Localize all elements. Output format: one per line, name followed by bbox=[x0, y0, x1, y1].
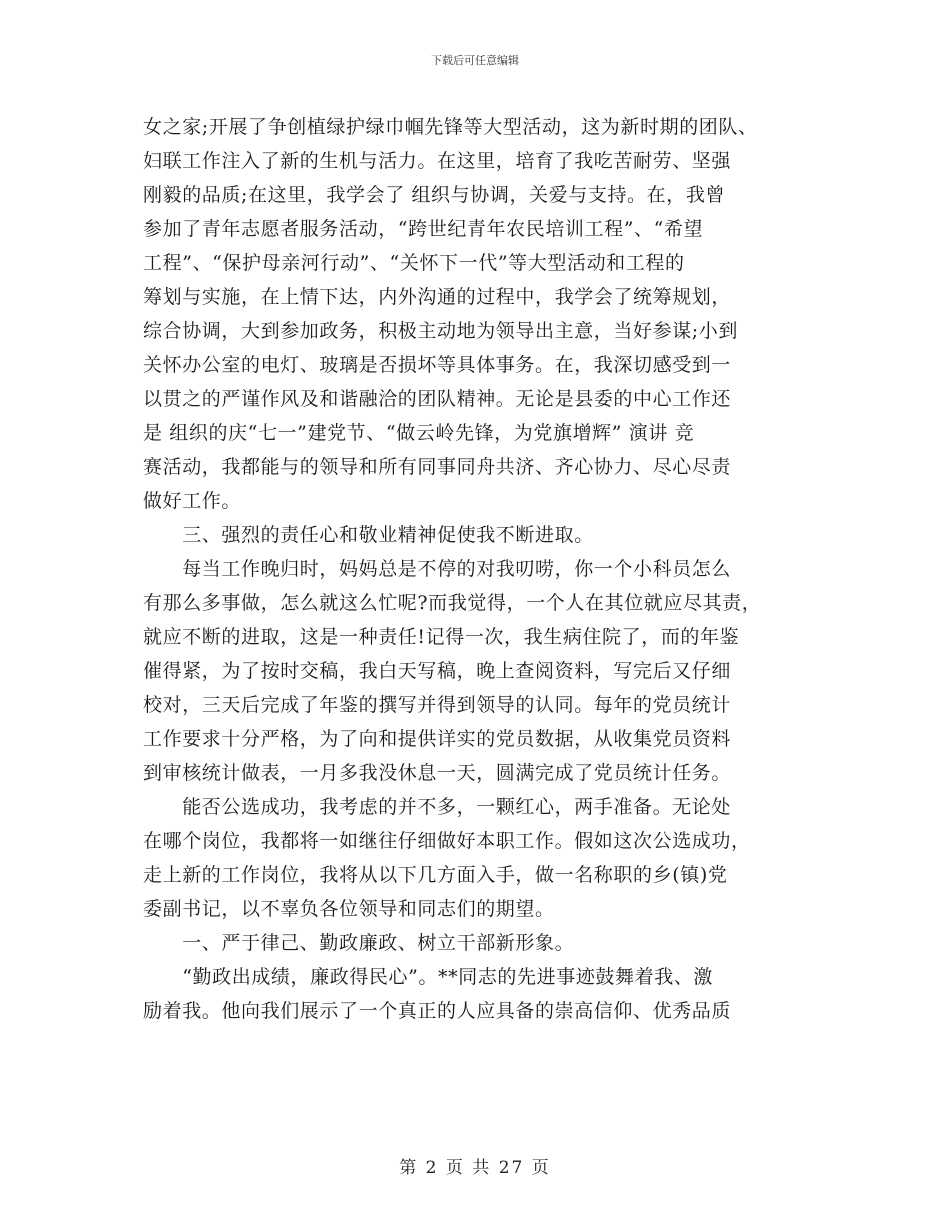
body-line: 委副书记，以不辜负各位领导和同志们的期望。 bbox=[143, 898, 555, 920]
body-line: 参加了青年志愿者服务活动，“跨世纪青年农民培训工程”、“希望 bbox=[143, 218, 704, 240]
footer-middle: 页 共 bbox=[445, 1158, 492, 1178]
body-line: 综合协调，大到参加政务，积极主动地为领导出主意，当好参谋;小到 bbox=[143, 320, 739, 342]
body-line: 校对，三天后完成了年鉴的撰写并得到领导的认同。每年的党员统计 bbox=[143, 694, 732, 716]
current-page-number: 2 bbox=[425, 1158, 439, 1178]
total-pages-number: 27 bbox=[498, 1158, 525, 1178]
body-line: 工作要求十分严格，为了向和提供详实的党员数据，从收集党员资料 bbox=[143, 728, 732, 750]
body-line: 到审核统计做表，一月多我没休息一天，圆满完成了党员统计任务。 bbox=[143, 762, 732, 784]
page-header: 下载后可任意编辑 bbox=[431, 54, 519, 67]
body-line: 就应不断的进取，这是一种责任!记得一次，我生病住院了，而的年鉴 bbox=[143, 626, 740, 648]
body-line: 做好工作。 bbox=[143, 490, 242, 512]
footer-suffix: 页 bbox=[531, 1158, 551, 1178]
body-line: 有那么多事做，怎么就这么忙呢?而我觉得，一个人在其位就应尽其责， bbox=[143, 592, 762, 614]
section-heading: 三、强烈的责任心和敬业精神促使我不断进取。 bbox=[143, 524, 594, 546]
body-line: 女之家;开展了争创植绿护绿巾帼先锋等大型活动，这为新时期的团队、 bbox=[143, 116, 758, 138]
body-line: 以贯之的严谨作风及和谐融洽的团队精神。无论是县委的中心工作还 bbox=[143, 388, 732, 410]
document-body bbox=[143, 110, 813, 1028]
body-line: 催得紧，为了按时交稿，我白天写稿，晚上查阅资料，写完后又仔细 bbox=[143, 660, 732, 682]
body-line: 每当工作晚归时，妈妈总是不停的对我叨唠，你一个小科员怎么 bbox=[143, 558, 732, 580]
body-line: 刚毅的品质;在这里，我学会了 组织与协调，关爱与支持。在，我曾 bbox=[143, 184, 726, 206]
section-heading: 一、严于律己、勤政廉政、树立干部新形象。 bbox=[143, 932, 575, 954]
body-line: 励着我。他向我们展示了一个真正的人应具备的崇高信仰、优秀品质 bbox=[143, 1000, 732, 1022]
body-line: 妇联工作注入了新的生机与活力。在这里，培育了我吃苦耐劳、坚强 bbox=[143, 150, 732, 172]
body-line: 关怀办公室的电灯、玻璃是否损坏等具体事务。在，我深切感受到一 bbox=[143, 354, 732, 376]
body-line: “勤政出成绩，廉政得民心”。**同志的先进事迹鼓舞着我、激 bbox=[143, 966, 714, 988]
body-line: 赛活动，我都能与的领导和所有同事同舟共济、齐心协力、尽心尽责 bbox=[143, 456, 732, 478]
footer-prefix: 第 bbox=[399, 1158, 419, 1178]
body-line: 能否公选成功，我考虑的并不多，一颗红心，两手准备。无论处 bbox=[143, 796, 732, 818]
body-line: 在哪个岗位，我都将一如继往仔细做好本职工作。假如这次公选成功， bbox=[143, 830, 751, 852]
body-line: 工程”、“保护母亲河行动”、“关怀下一代”等大型活动和工程的 bbox=[143, 252, 685, 274]
body-line: 筹划与实施，在上情下达，内外沟通的过程中，我学会了统筹规划， bbox=[143, 286, 732, 308]
body-line: 是 组织的庆“七一”建党节、“做云岭先锋，为党旗增辉” 演讲 竞 bbox=[143, 422, 695, 444]
body-line: 走上新的工作岗位，我将从以下几方面入手，做一名称职的乡(镇)党 bbox=[143, 864, 728, 886]
page-footer bbox=[0, 1153, 950, 1178]
